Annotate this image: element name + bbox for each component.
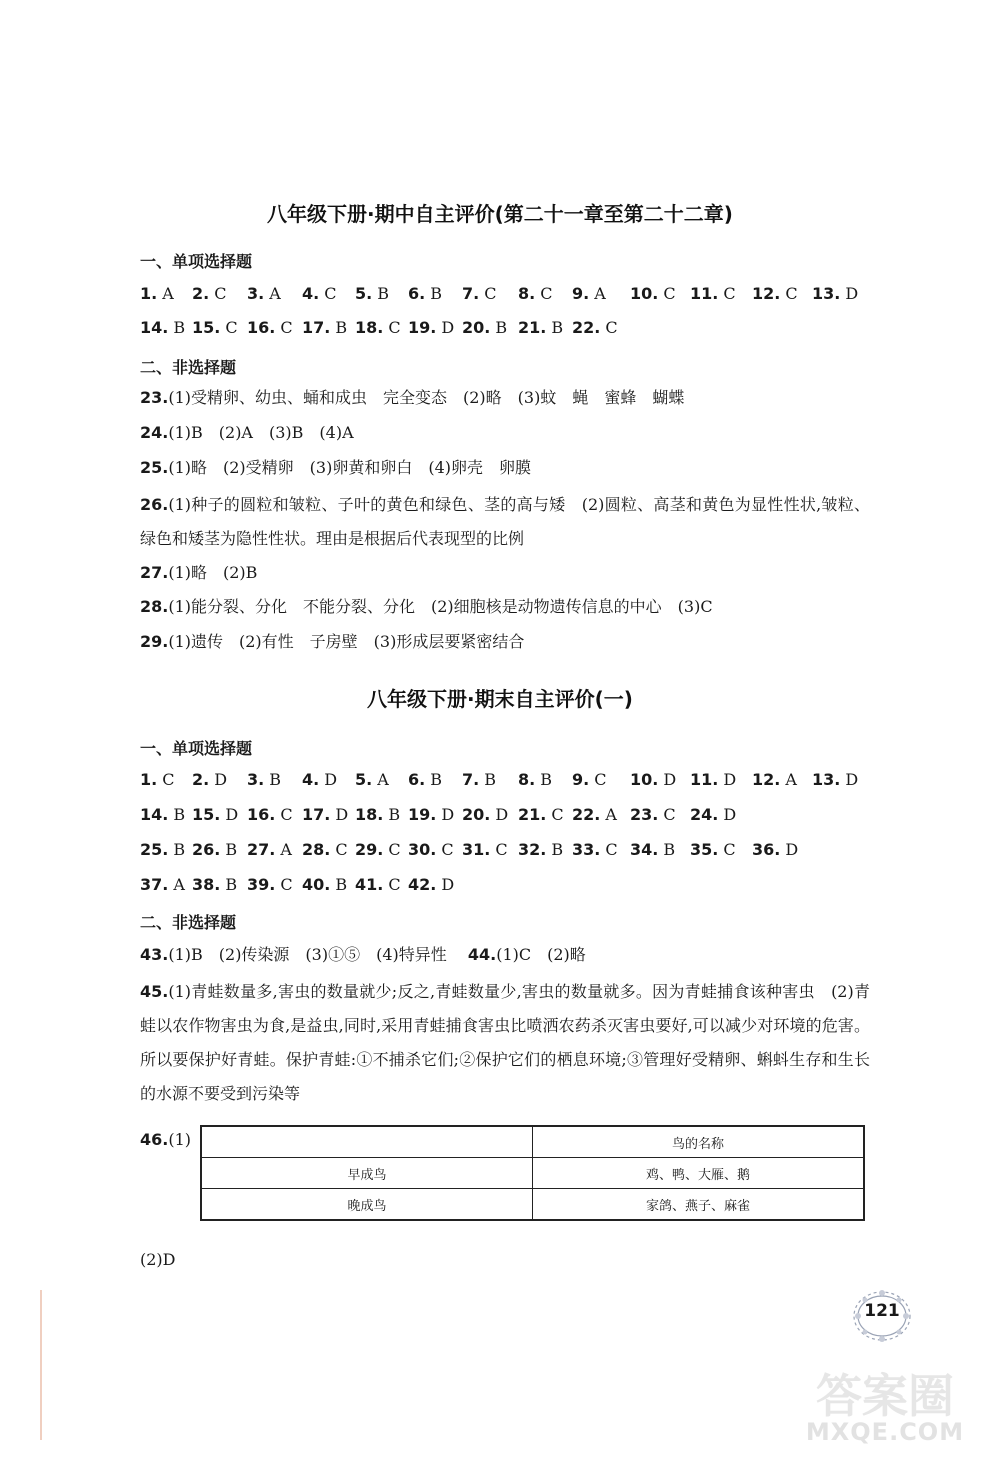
mc-letter: C	[319, 284, 337, 303]
mc-letter: B	[535, 770, 553, 789]
mc-number: 8.	[518, 284, 536, 303]
mc-letter: B	[330, 318, 348, 337]
table-cell: 晚成鸟	[201, 1189, 533, 1221]
mc-answer	[408, 770, 442, 789]
mc-number: 22.	[572, 318, 601, 337]
mc-letter: C	[479, 284, 497, 303]
question-46-part2: (2)D	[140, 1250, 176, 1269]
mc-letter: B	[658, 840, 676, 859]
bird-table	[200, 1125, 865, 1221]
mc-number: 20.	[462, 805, 491, 824]
mc-answer	[630, 805, 676, 824]
mc-letter: A	[275, 840, 292, 859]
mc-answer	[192, 284, 227, 303]
question-26	[140, 488, 870, 556]
mc-letter: C	[209, 284, 227, 303]
page-number-badge	[848, 1288, 916, 1344]
section2-part2-title: 二、非选择题	[140, 913, 237, 932]
mc-number: 7.	[462, 284, 480, 303]
mc-letter: D	[436, 805, 455, 824]
mc-letter: C	[275, 805, 293, 824]
mc-answer	[572, 284, 606, 303]
mc-letter: A	[600, 805, 617, 824]
mc-answer	[355, 805, 400, 824]
mc-number: 36.	[752, 840, 781, 859]
mc-letter: C	[275, 318, 293, 337]
question-answer: (1)种子的圆粒和皱粒、子叶的黄色和绿色、茎的高与矮 (2)圆粒、高茎和黄色为显性性状,皱粒、绿色和矮茎为隐性性状。理由是根据后代表现型的比例	[140, 495, 870, 548]
mc-answer	[812, 284, 858, 303]
mc-number: 21.	[518, 318, 547, 337]
mc-answer	[140, 875, 185, 894]
mc-number: 30.	[408, 840, 437, 859]
question-answer: (1)遗传 (2)有性 子房壁 (3)形成层要紧密结合	[168, 632, 525, 651]
mc-answer	[355, 875, 401, 894]
mc-letter: B	[168, 805, 186, 824]
mc-answer	[572, 840, 618, 859]
mc-answer	[247, 770, 281, 789]
mc-letter: B	[425, 770, 443, 789]
question-number: 25.	[140, 458, 169, 477]
mc-letter: B	[479, 770, 497, 789]
mc-answer	[408, 805, 454, 824]
mc-letter: C	[436, 840, 454, 859]
mc-answer	[630, 284, 676, 303]
mc-number: 40.	[302, 875, 331, 894]
mc-answer	[302, 284, 337, 303]
mc-number: 24.	[690, 805, 719, 824]
mc-answer	[572, 770, 607, 789]
mc-answer	[192, 840, 237, 859]
question-23	[140, 386, 870, 410]
mc-answer	[752, 840, 798, 859]
question-43-44	[140, 943, 870, 967]
mc-answer	[462, 840, 508, 859]
mc-answer	[572, 805, 617, 824]
mc-number: 2.	[192, 770, 210, 789]
mc-letter: C	[330, 840, 348, 859]
mc-number: 23.	[630, 805, 659, 824]
mc-answer	[408, 318, 454, 337]
mc-number: 41.	[355, 875, 384, 894]
question-answer: (1)B (2)A (3)B (4)A	[168, 423, 354, 442]
table-cell: 家鸽、燕子、麻雀	[533, 1189, 865, 1221]
mc-number: 15.	[192, 805, 221, 824]
question-answer: (1)C (2)略	[496, 945, 586, 964]
question-45	[140, 975, 870, 1111]
mc-answer	[408, 284, 442, 303]
mc-answer	[690, 840, 736, 859]
question-number: 27.	[140, 563, 169, 582]
mc-letter: C	[589, 770, 607, 789]
mc-answer	[355, 318, 401, 337]
mc-number: 34.	[630, 840, 659, 859]
mc-answer	[192, 318, 238, 337]
mc-number: 1.	[140, 770, 158, 789]
mc-number: 12.	[752, 284, 781, 303]
mc-answer	[192, 875, 237, 894]
question-number: 43.	[140, 945, 169, 964]
mc-number: 17.	[302, 805, 331, 824]
mc-number: 19.	[408, 805, 437, 824]
mc-number: 20.	[462, 318, 491, 337]
mc-answer	[140, 840, 185, 859]
question-part: (1)	[168, 1130, 192, 1149]
mc-number: 14.	[140, 318, 169, 337]
mc-answer	[247, 284, 281, 303]
mc-number: 17.	[302, 318, 331, 337]
mc-number: 16.	[247, 805, 276, 824]
section2-part1-title: 一、单项选择题	[140, 739, 253, 758]
mc-number: 7.	[462, 770, 480, 789]
mc-answer	[355, 840, 401, 859]
mc-number: 32.	[518, 840, 547, 859]
mc-answer	[462, 318, 507, 337]
question-answer: (1)B (2)传染源 (3)①⑤ (4)特异性	[168, 945, 463, 964]
mc-number: 3.	[247, 284, 265, 303]
mc-answer	[247, 805, 293, 824]
mc-answer	[192, 805, 238, 824]
mc-number: 14.	[140, 805, 169, 824]
mc-answer	[752, 770, 797, 789]
mc-letter: C	[535, 284, 553, 303]
mc-answer	[247, 840, 292, 859]
mc-answer	[690, 770, 736, 789]
mc-letter: B	[425, 284, 443, 303]
mc-answer	[408, 875, 454, 894]
mc-number: 21.	[518, 805, 547, 824]
mc-letter: C	[490, 840, 508, 859]
table-row	[201, 1189, 864, 1221]
section1-part2-title: 二、非选择题	[140, 358, 237, 377]
mc-number: 1.	[140, 284, 158, 303]
mc-number: 6.	[408, 284, 426, 303]
question-number: 44.	[467, 945, 497, 964]
mc-number: 22.	[572, 805, 601, 824]
mc-answer	[192, 770, 227, 789]
mc-letter: A	[264, 284, 281, 303]
mc-answer	[302, 770, 337, 789]
question-number: 23.	[140, 388, 169, 407]
mc-number: 16.	[247, 318, 276, 337]
mc-number: 31.	[462, 840, 491, 859]
mc-answer	[812, 770, 858, 789]
mc-letter: B	[546, 318, 564, 337]
mc-answer	[462, 805, 508, 824]
question-number: 26.	[140, 495, 169, 514]
mc-letter: C	[275, 875, 293, 894]
table-row	[201, 1158, 864, 1189]
mc-number: 28.	[302, 840, 331, 859]
question-number: 28.	[140, 597, 169, 616]
mc-letter: D	[658, 770, 677, 789]
mc-answer	[355, 284, 389, 303]
section2-title: 八年级下册·期末自主评价(一)	[367, 687, 633, 711]
mc-number: 12.	[752, 770, 781, 789]
mc-letter: C	[546, 805, 564, 824]
table-header-cell	[201, 1126, 533, 1158]
question-answer: (1)略 (2)B	[168, 563, 258, 582]
mc-answer	[140, 770, 175, 789]
watermark-logo	[790, 1360, 980, 1455]
mc-letter: C	[658, 805, 676, 824]
mc-letter: B	[168, 840, 186, 859]
mc-answer	[140, 805, 185, 824]
mc-letter: C	[157, 770, 175, 789]
question-answer: (1)受精卵、幼虫、蛹和成虫 完全变态 (2)略 (3)蚊 蝇 蜜蜂 蝴蝶	[168, 388, 685, 407]
mc-number: 18.	[355, 805, 384, 824]
mc-letter: C	[600, 840, 618, 859]
table-header-row	[201, 1126, 864, 1158]
mc-number: 11.	[690, 284, 719, 303]
question-number: 46.	[140, 1130, 169, 1149]
table-header-cell: 鸟的名称	[533, 1126, 865, 1158]
question-29	[140, 630, 870, 654]
question-28	[140, 595, 870, 619]
mc-letter: B	[372, 284, 390, 303]
question-number: 29.	[140, 632, 169, 651]
mc-number: 29.	[355, 840, 384, 859]
mc-answer	[630, 770, 676, 789]
mc-answer	[462, 284, 497, 303]
mc-letter: C	[718, 840, 736, 859]
section1-part1-title: 一、单项选择题	[140, 252, 253, 271]
mc-letter: A	[372, 770, 389, 789]
mc-letter: C	[600, 318, 618, 337]
mc-number: 38.	[192, 875, 221, 894]
mc-letter: C	[718, 284, 736, 303]
mc-letter: D	[780, 840, 799, 859]
mc-answer	[302, 875, 347, 894]
mc-letter: C	[383, 875, 401, 894]
mc-letter: B	[168, 318, 186, 337]
mc-letter: A	[589, 284, 606, 303]
mc-number: 11.	[690, 770, 719, 789]
mc-number: 13.	[812, 770, 841, 789]
mc-letter: C	[658, 284, 676, 303]
mc-number: 35.	[690, 840, 719, 859]
mc-answer	[247, 875, 293, 894]
mc-letter: D	[209, 770, 228, 789]
page-number: 121	[864, 1301, 900, 1321]
question-number: 24.	[140, 423, 169, 442]
mc-letter: D	[840, 770, 859, 789]
table-cell: 早成鸟	[201, 1158, 533, 1189]
mc-answer	[302, 805, 348, 824]
mc-number: 10.	[630, 284, 659, 303]
mc-answer	[630, 840, 675, 859]
mc-letter: B	[264, 770, 282, 789]
mc-letter: A	[780, 770, 797, 789]
mc-number: 6.	[408, 770, 426, 789]
mc-answer	[355, 770, 389, 789]
mc-answer	[752, 284, 798, 303]
mc-number: 5.	[355, 770, 373, 789]
mc-letter: B	[490, 318, 508, 337]
mc-letter: D	[490, 805, 509, 824]
mc-number: 3.	[247, 770, 265, 789]
mc-letter: A	[157, 284, 174, 303]
mc-answer	[518, 805, 564, 824]
question-answer: (1)青蛙数量多,害虫的数量就少;反之,青蛙数量少,害虫的数量就多。因为青蛙捕食该种害虫 (2)青蛙以农作物害虫为食,是益虫,同时,采用青蛙捕食害虫比喷洒农药杀灭害虫要好,可以减少对环境的危害。所以要保护好青蛙。保护青蛙:①不捕杀它们;②保护它们的栖息环境;③管理好受精卵、蝌蚪生存和生长的水源不要受到污染等	[140, 982, 870, 1103]
mc-letter: D	[436, 318, 455, 337]
mc-number: 15.	[192, 318, 221, 337]
mc-answer	[518, 318, 563, 337]
section1-title: 八年级下册·期中自主评价(第二十一章至第二十二章)	[267, 202, 733, 226]
mc-letter: C	[220, 318, 238, 337]
mc-answer	[140, 284, 174, 303]
question-24	[140, 421, 870, 445]
mc-number: 25.	[140, 840, 169, 859]
table-cell: 鸡、鸭、大雁、鹅	[533, 1158, 865, 1189]
watermark-big-text: 答案圈	[816, 1369, 954, 1423]
mc-answer	[690, 805, 736, 824]
mc-number: 9.	[572, 284, 590, 303]
mc-answer	[302, 318, 347, 337]
mc-number: 5.	[355, 284, 373, 303]
mc-answer	[462, 770, 496, 789]
mc-answer	[518, 840, 563, 859]
question-answer: (1)能分裂、分化 不能分裂、分化 (2)细胞核是动物遗传信息的中心 (3)C	[168, 597, 713, 616]
mc-letter: D	[718, 805, 737, 824]
mc-letter: B	[383, 805, 401, 824]
mc-letter: D	[840, 284, 859, 303]
mc-letter: B	[330, 875, 348, 894]
mc-letter: C	[383, 840, 401, 859]
mc-number: 13.	[812, 284, 841, 303]
mc-number: 33.	[572, 840, 601, 859]
mc-letter: C	[383, 318, 401, 337]
mc-answer	[690, 284, 736, 303]
mc-answer	[572, 318, 618, 337]
mc-answer	[518, 770, 552, 789]
margin-line	[40, 1290, 42, 1440]
mc-number: 42.	[408, 875, 437, 894]
question-27	[140, 561, 870, 585]
mc-number: 18.	[355, 318, 384, 337]
question-answer: (1)略 (2)受精卵 (3)卵黄和卵白 (4)卵壳 卵膜	[168, 458, 532, 477]
mc-answer	[518, 284, 553, 303]
mc-number: 37.	[140, 875, 169, 894]
mc-letter: A	[168, 875, 185, 894]
mc-letter: D	[436, 875, 455, 894]
mc-number: 27.	[247, 840, 276, 859]
mc-answer	[247, 318, 293, 337]
mc-number: 26.	[192, 840, 221, 859]
mc-letter: B	[220, 840, 238, 859]
question-25	[140, 456, 870, 480]
mc-number: 39.	[247, 875, 276, 894]
mc-letter: D	[718, 770, 737, 789]
mc-number: 19.	[408, 318, 437, 337]
mc-letter: C	[780, 284, 798, 303]
mc-number: 10.	[630, 770, 659, 789]
question-number: 45.	[140, 982, 169, 1001]
mc-answer	[408, 840, 454, 859]
mc-number: 9.	[572, 770, 590, 789]
mc-letter: D	[330, 805, 349, 824]
watermark-url: MXQE.COM	[805, 1418, 965, 1446]
mc-number: 2.	[192, 284, 210, 303]
mc-letter: D	[220, 805, 239, 824]
mc-letter: B	[220, 875, 238, 894]
mc-letter: D	[319, 770, 338, 789]
mc-answer	[140, 318, 185, 337]
mc-letter: B	[546, 840, 564, 859]
mc-number: 8.	[518, 770, 536, 789]
mc-number: 4.	[302, 770, 320, 789]
mc-number: 4.	[302, 284, 320, 303]
mc-answer	[302, 840, 348, 859]
